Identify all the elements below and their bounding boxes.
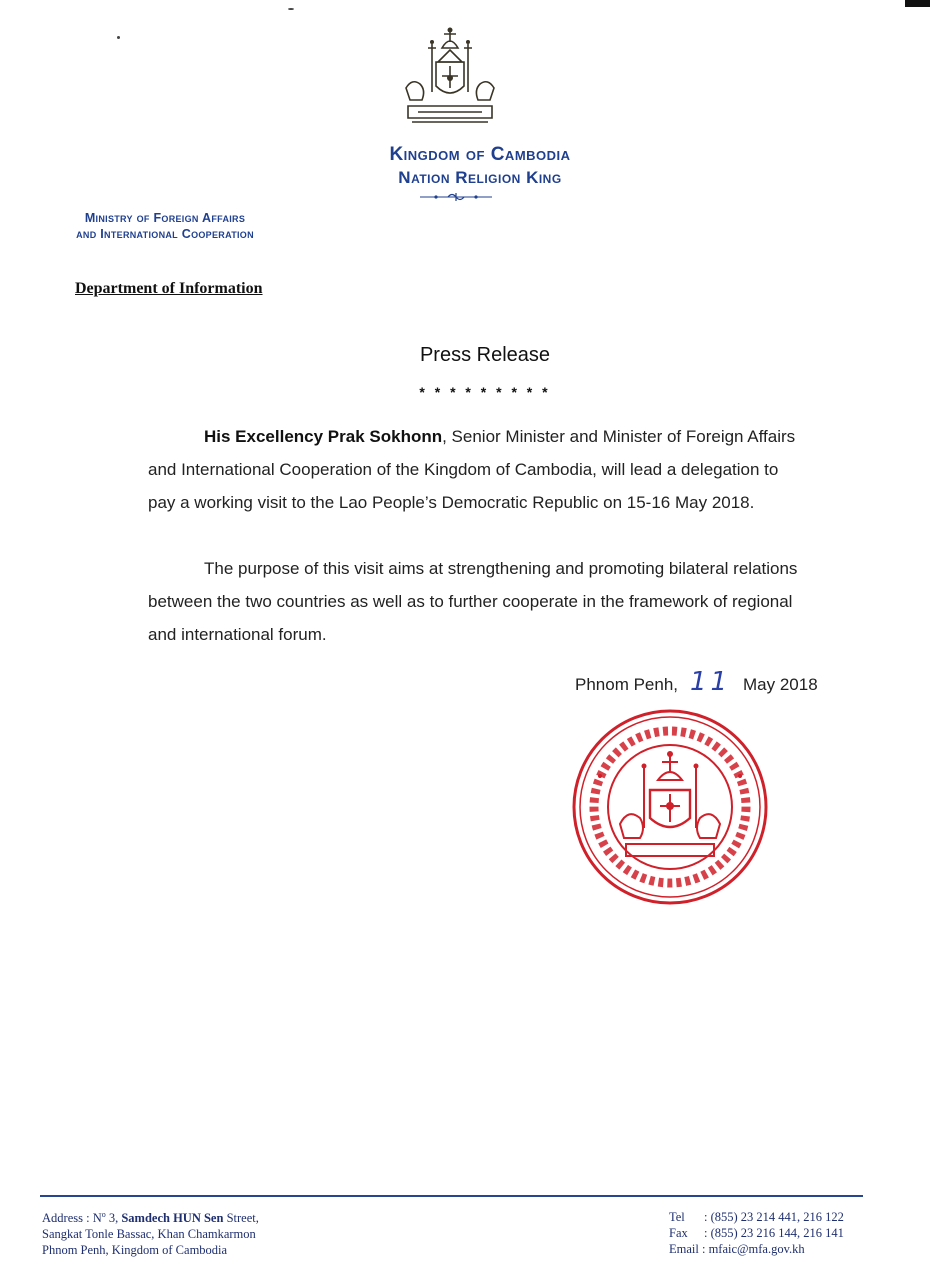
email-label: Email <box>669 1242 699 1256</box>
fax-label: Fax <box>669 1226 688 1240</box>
handwritten-day: 11 <box>690 667 732 697</box>
scan-speck <box>117 36 120 39</box>
address-street: Samdech HUN Sen <box>121 1211 224 1226</box>
address-line-3: Phnom Penh, Kingdom of Cambodia <box>42 1243 228 1258</box>
tel-value: : (855) 23 214 441, 216 122 <box>704 1210 844 1224</box>
paragraph-2-line-1: The purpose of this visit aims at strengthening and promoting bilateral relations <box>204 559 798 578</box>
paragraph-2-line-2: between the two countries as well as to further cooperate in the framework of regional <box>148 592 793 611</box>
paragraph-2-line-3: and international forum. <box>148 625 327 644</box>
scan-speck <box>288 8 294 10</box>
ministry-name: Ministry of Foreign Affairs <box>84 211 246 225</box>
paragraph-text: , Senior Minister and Minister of Foreign Affairs <box>442 427 796 446</box>
address-line-2: Sangkat Tonle Bassac, Khan Chamkarmon <box>42 1227 256 1242</box>
fax-value: : (855) 23 216 144, 216 141 <box>704 1226 844 1240</box>
kingdom-motto: Nation Religion King <box>398 168 562 187</box>
department-heading: Department of Information <box>75 280 263 297</box>
paragraph-1-line-1 <box>204 420 795 453</box>
fax-row <box>669 1225 844 1241</box>
footer-rule <box>40 1195 863 1197</box>
footer-contact <box>669 1209 844 1257</box>
paragraph-1-line-3: pay a working visit to the Lao People’s Democratic Republic on 15-16 May 2018. <box>148 493 755 512</box>
scan-corner-mark <box>905 0 930 7</box>
address-line-1 <box>42 1207 259 1226</box>
paragraph-1-line-2: and International Cooperation of the Kingdom of Cambodia, will lead a delegation to <box>148 460 779 479</box>
address-number: 3, <box>105 1211 122 1226</box>
address-sup: o <box>101 1210 106 1219</box>
divider-ornament-icon <box>418 191 494 203</box>
document-title: Press Release <box>419 344 551 366</box>
kingdom-title: Kingdom of Cambodia <box>389 144 571 165</box>
tel-label: Tel <box>669 1210 685 1224</box>
signing-month-year: May 2018 <box>743 675 818 694</box>
address-street-suffix: Street, <box>223 1211 259 1226</box>
minister-name: His Excellency Prak Sokhonn <box>204 427 443 446</box>
royal-coat-of-arms-icon <box>398 26 502 132</box>
ministry-name-cont: and International Cooperation <box>76 227 254 241</box>
official-seal-icon <box>570 706 770 909</box>
email-row <box>669 1241 844 1257</box>
footer-address <box>42 1207 259 1258</box>
address-label: Address : N <box>42 1211 102 1226</box>
email-value[interactable]: : mfaic@mfa.gov.kh <box>701 1242 805 1256</box>
tel-row <box>669 1209 844 1225</box>
title-separator: * * * * * * * * * <box>419 384 551 400</box>
signing-place: Phnom Penh, <box>575 675 679 694</box>
